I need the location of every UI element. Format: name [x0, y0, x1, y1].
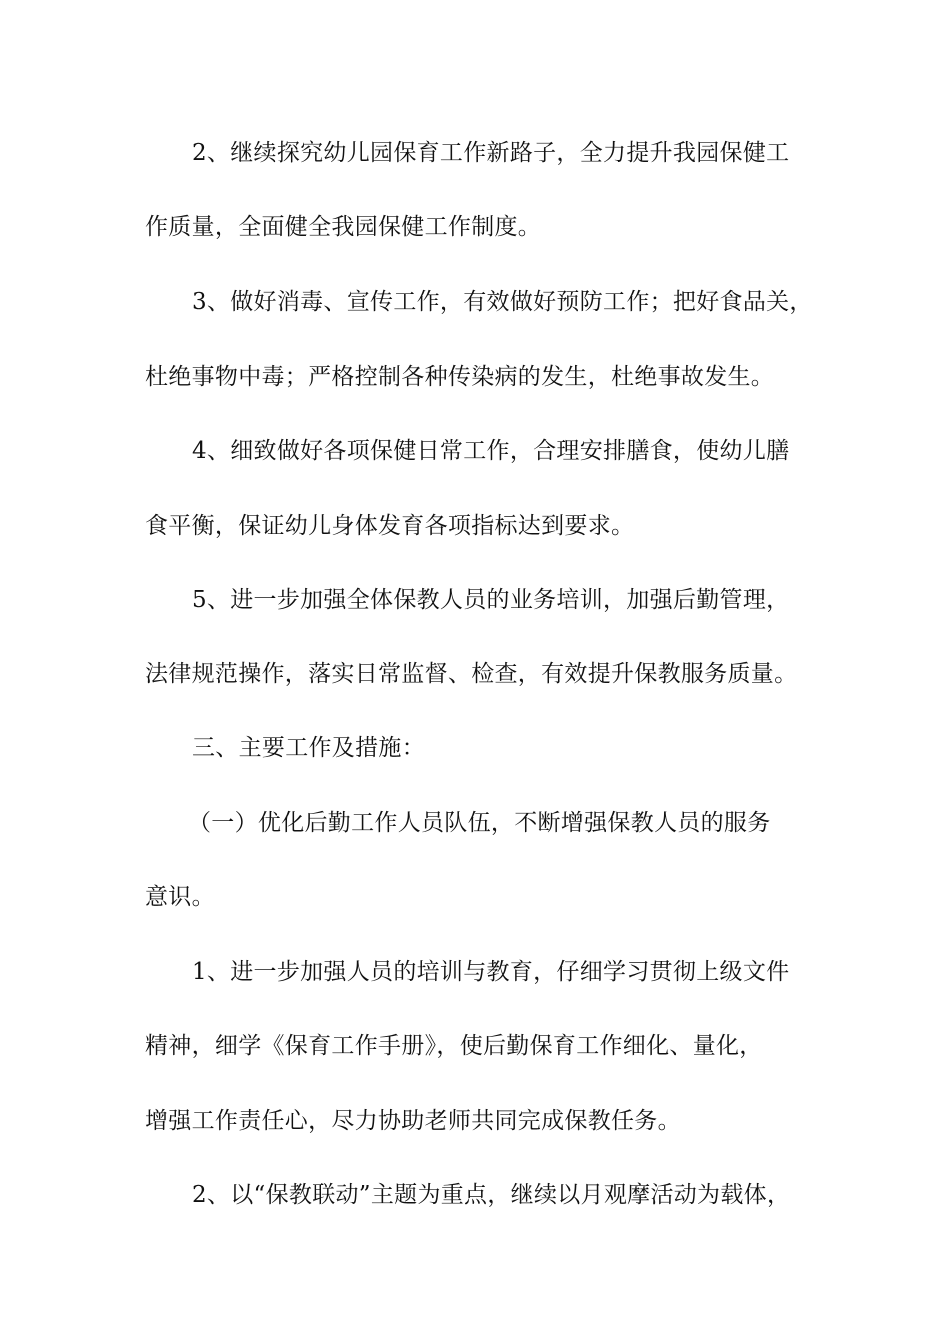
subsection-heading-line-1: （一）优化后勤工作人员队伍，不断增强保教人员的服务 — [188, 810, 771, 836]
paragraph-4-line-1: 4、细致做好各项保健日常工作，合理安排膳食，使幼儿膳 — [192, 438, 790, 464]
item-1-line-2: 精神，细学《保育工作手册》，使后勤保育工作细化、量化， — [145, 1033, 763, 1059]
paragraph-5-line-1: 5、进一步加强全体保教人员的业务培训，加强后勤管理， — [192, 587, 790, 613]
paragraph-5-line-2: 法律规范操作，落实日常监督、检查，有效提升保教服务质量。 — [145, 661, 798, 687]
paragraph-3-line-2: 杜绝事物中毒；严格控制各种传染病的发生，杜绝事故发生。 — [145, 364, 775, 390]
item-2-line-1: 2、以“保教联动”主题为重点，继续以月观摩活动为载体， — [192, 1182, 791, 1208]
paragraph-3-line-1: 3、做好消毒、宣传工作，有效做好预防工作；把好食品关， — [192, 289, 813, 315]
section-heading: 三、主要工作及措施： — [192, 735, 425, 761]
item-1-line-1: 1、进一步加强人员的培训与教育，仔细学习贯彻上级文件 — [192, 959, 790, 985]
paragraph-2-line-1: 2、继续探究幼儿园保育工作新路子，全力提升我园保健工 — [192, 140, 790, 166]
paragraph-4-line-2: 食平衡，保证幼儿身体发育各项指标达到要求。 — [145, 513, 635, 539]
item-1-line-3: 增强工作责任心，尽力协助老师共同完成保教任务。 — [145, 1108, 681, 1134]
subsection-heading-line-2: 意识。 — [145, 884, 215, 910]
paragraph-2-line-2: 作质量，全面健全我园保健工作制度。 — [145, 214, 542, 240]
